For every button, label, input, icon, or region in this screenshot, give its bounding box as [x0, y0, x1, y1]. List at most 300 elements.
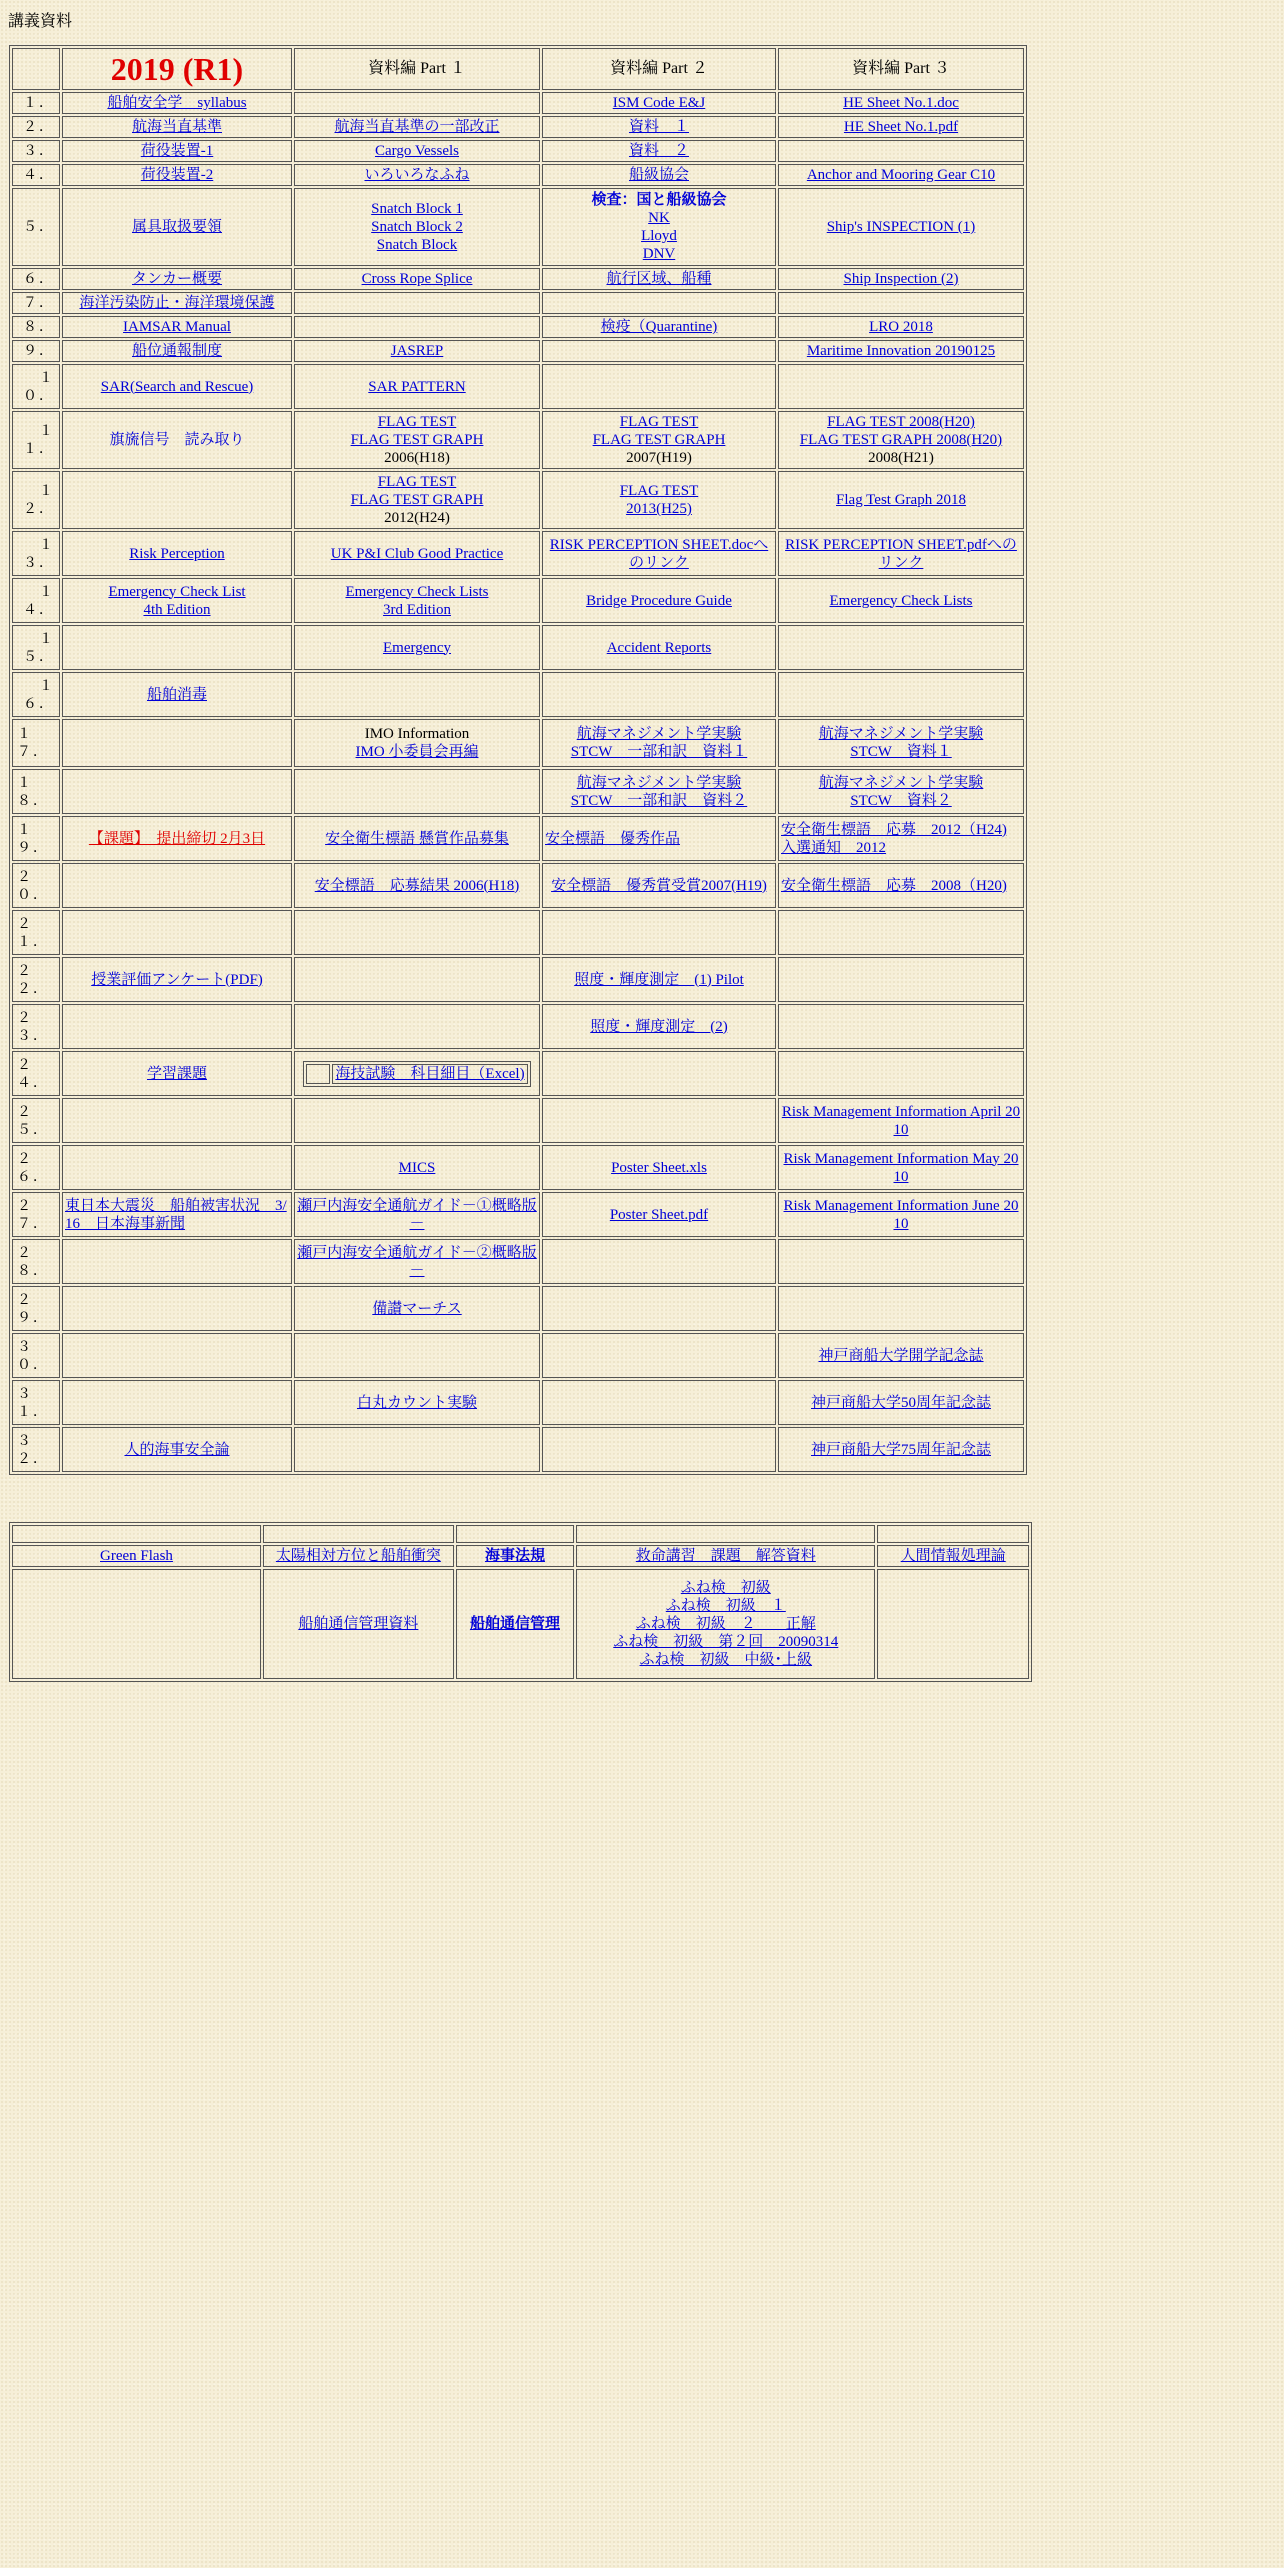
bottom-cell	[12, 1569, 261, 1679]
material-cell	[778, 316, 1024, 338]
row-number: ２８．	[12, 1239, 60, 1284]
material-cell	[542, 1051, 776, 1096]
material-link[interactable]: Snatch Block 2	[371, 219, 463, 235]
material-cell	[294, 1333, 540, 1378]
material-cell	[294, 1286, 540, 1331]
material-link[interactable]: FLAG TEST	[377, 414, 457, 430]
material-cell	[62, 1098, 292, 1143]
material-cell	[294, 719, 540, 767]
bottom-cell	[263, 1525, 454, 1543]
material-cell	[778, 1427, 1024, 1472]
material-cell	[778, 92, 1024, 114]
bottom-cell	[456, 1569, 574, 1679]
material-link[interactable]: Emergency	[382, 639, 452, 656]
material-row	[12, 471, 1024, 529]
row-number: ７．	[12, 292, 60, 314]
row-number: １１．	[12, 411, 60, 469]
material-link[interactable]: Emergency Check List	[108, 583, 246, 600]
material-row	[12, 411, 1024, 469]
material-cell	[542, 188, 776, 266]
year-heading	[62, 48, 292, 90]
material-link[interactable]: Risk Perception	[129, 545, 225, 562]
human-info-processing-link[interactable]: 人間情報処理論	[900, 1548, 1006, 1564]
material-link[interactable]: 瀬戸内海安全通航ガイド－①概略版－	[297, 1197, 537, 1232]
row-number: １７．	[12, 719, 60, 767]
material-cell	[294, 1098, 540, 1143]
material-link[interactable]: FLAG TEST GRAPH 2008(H20)	[799, 432, 1003, 448]
material-link[interactable]: 安全標語 応募結果 2006(H18)	[314, 877, 520, 894]
bottom-cell	[456, 1525, 574, 1543]
material-link[interactable]: IMO 小委員会再編	[355, 744, 479, 760]
material-cell	[62, 1004, 292, 1049]
material-link[interactable]: Snatch Block	[376, 237, 458, 253]
material-link[interactable]: SAR(Search and Rescue)	[100, 378, 254, 395]
material-cell	[294, 578, 540, 623]
material-cell	[62, 268, 292, 290]
year-note: 2007(H19)	[626, 450, 692, 466]
material-cell	[62, 1286, 292, 1331]
ship-comm-management-link[interactable]: 船舶通信管理	[469, 1616, 560, 1632]
material-cell	[62, 411, 292, 469]
material-cell	[542, 719, 776, 767]
ship-comm-materials-link[interactable]: 船舶通信管理資料	[298, 1616, 419, 1632]
material-cell	[542, 316, 776, 338]
material-cell	[778, 1098, 1024, 1143]
material-cell	[542, 863, 776, 908]
material-cell	[294, 164, 540, 186]
material-link[interactable]: 2013(H25)	[626, 501, 692, 517]
material-link[interactable]: 船舶消毒	[146, 686, 207, 703]
material-cell	[778, 1333, 1024, 1378]
material-cell	[62, 1333, 292, 1378]
material-link[interactable]: Ship Inspection (2)	[843, 271, 959, 287]
material-link[interactable]: Snatch Block 1	[371, 201, 463, 217]
material-cell	[778, 116, 1024, 138]
material-cell	[778, 910, 1024, 955]
material-link[interactable]: 安全標語 優秀作品	[545, 830, 681, 847]
material-cell	[542, 1427, 776, 1472]
material-cell	[294, 816, 540, 861]
material-cell	[294, 268, 540, 290]
material-cell	[542, 672, 776, 717]
year-note: 2008(H21)	[868, 450, 934, 466]
material-cell	[294, 292, 540, 314]
material-cell	[62, 1192, 292, 1237]
material-link[interactable]: STCW 資料１	[850, 744, 952, 760]
row-number: ３．	[12, 140, 60, 162]
material-cell	[62, 92, 292, 114]
material-link[interactable]: SAR PATTERN	[368, 378, 466, 395]
part2-heading: 資料編 Part ２	[542, 48, 776, 90]
material-link[interactable]: Anchor and Mooring Gear C10	[806, 167, 996, 183]
material-link[interactable]: FLAG TEST 2008(H20)	[827, 414, 975, 430]
material-cell	[294, 116, 540, 138]
material-cell	[542, 268, 776, 290]
material-cell	[294, 769, 540, 814]
fune-ken-link[interactable]: ふね検 初級 ２ 正解	[635, 1616, 816, 1632]
material-cell	[62, 1145, 292, 1190]
material-link[interactable]: 資料 １	[628, 119, 689, 135]
material-cell	[62, 1380, 292, 1425]
row-number: １２．	[12, 471, 60, 529]
material-link[interactable]: RISK PERCEPTION SHEET.pdfへのリンク	[785, 536, 1017, 571]
material-cell	[62, 140, 292, 162]
material-cell	[294, 316, 540, 338]
row-number: ２３．	[12, 1004, 60, 1049]
material-cell	[62, 340, 292, 362]
bottom-cell	[12, 1525, 261, 1543]
page-title: 講義資料	[8, 13, 73, 30]
material-link[interactable]: 人的海事安全論	[124, 1441, 230, 1458]
material-cell	[62, 316, 292, 338]
additional-materials-table	[9, 1522, 1032, 1682]
row-number: ２５．	[12, 1098, 60, 1143]
material-cell	[62, 625, 292, 670]
material-link[interactable]: Cross Rope Splice	[361, 271, 473, 287]
material-link[interactable]: FLAG TEST GRAPH	[350, 492, 484, 508]
material-cell	[542, 1192, 776, 1237]
material-link[interactable]: 航行区域、船種	[606, 271, 712, 287]
material-link[interactable]: 授業評価アンケート(PDF)	[91, 971, 263, 988]
material-row	[12, 140, 1024, 162]
row-number: １３．	[12, 531, 60, 576]
material-cell	[542, 164, 776, 186]
material-row	[12, 1051, 1024, 1096]
row-number: １０．	[12, 364, 60, 409]
material-cell	[294, 863, 540, 908]
material-cell	[294, 411, 540, 469]
material-cell	[778, 340, 1024, 362]
material-cell	[62, 719, 292, 767]
year-note: 2012(H24)	[384, 510, 450, 526]
material-row	[12, 1380, 1024, 1425]
row-number: ２０．	[12, 863, 60, 908]
material-link[interactable]: HE Sheet No.1.doc	[843, 95, 959, 111]
bottom-cell	[456, 1545, 574, 1567]
material-link[interactable]: 白丸カウント実験	[356, 1394, 477, 1411]
material-link[interactable]: 安全衛生標語 懸賞作品募集	[325, 830, 509, 847]
material-cell	[778, 719, 1024, 767]
material-link[interactable]: 荷役装置-2	[140, 167, 214, 183]
material-link[interactable]: Risk Management Information May 2010	[783, 1150, 1019, 1185]
nested-row	[306, 1064, 527, 1084]
material-link[interactable]: Poster Sheet.xls	[611, 1159, 707, 1176]
material-row	[12, 719, 1024, 767]
material-cell	[778, 1004, 1024, 1049]
material-cell	[62, 1427, 292, 1472]
material-link[interactable]: MICS	[398, 1159, 436, 1176]
bottom-cell	[12, 1545, 261, 1567]
bottom-cell	[576, 1545, 875, 1567]
material-cell	[778, 188, 1024, 266]
row-number: ２２．	[12, 957, 60, 1002]
row-number: １９．	[12, 816, 60, 861]
material-row	[12, 625, 1024, 670]
material-cell	[542, 340, 776, 362]
material-cell	[62, 292, 292, 314]
material-link[interactable]: Flag Test Graph 2018	[836, 492, 966, 508]
material-link[interactable]: Cargo Vessels	[374, 143, 460, 159]
material-cell	[294, 1145, 540, 1190]
material-cell	[542, 364, 776, 409]
material-link[interactable]: 航海マネジメント学実験	[576, 774, 742, 791]
material-cell	[294, 188, 540, 266]
row-number: ３２．	[12, 1427, 60, 1472]
material-row	[12, 92, 1024, 114]
material-link[interactable]: タンカー概要	[131, 271, 222, 287]
material-cell	[778, 625, 1024, 670]
material-row	[12, 188, 1024, 266]
material-link[interactable]: 神戸商船大学50周年記念誌	[810, 1394, 991, 1411]
material-cell	[62, 471, 292, 529]
fune-ken-link[interactable]: ふね検 初級 中級･上級	[639, 1652, 813, 1668]
row-number: １６．	[12, 672, 60, 717]
material-link[interactable]: Risk Management Information June 2010	[783, 1197, 1019, 1232]
material-link[interactable]: いろいろなふね	[364, 167, 470, 183]
material-link[interactable]: STCW 資料２	[850, 792, 952, 809]
material-link[interactable]: DNV	[642, 246, 676, 262]
material-cell	[542, 411, 776, 469]
material-cell	[778, 863, 1024, 908]
material-row	[12, 1286, 1024, 1331]
material-cell	[62, 672, 292, 717]
material-link[interactable]: FLAG TEST GRAPH	[350, 432, 484, 448]
row-number: ２１．	[12, 910, 60, 955]
material-cell	[778, 769, 1024, 814]
material-cell	[542, 1145, 776, 1190]
material-link[interactable]: 照度・輝度測定 (1) Pilot	[574, 971, 744, 988]
material-cell	[542, 1004, 776, 1049]
material-cell	[62, 816, 292, 861]
material-cell	[62, 863, 292, 908]
material-cell	[294, 1192, 540, 1237]
material-cell	[542, 578, 776, 623]
material-link[interactable]: Bridge Procedure Guide	[586, 592, 732, 609]
material-link[interactable]: NK	[648, 210, 670, 226]
material-cell	[778, 292, 1024, 314]
bottom-cell	[263, 1569, 454, 1679]
material-cell	[778, 1145, 1024, 1190]
lifesaving-course-link[interactable]: 救命講習 課題 解答資料	[635, 1548, 816, 1564]
material-link[interactable]: 航海当直基準	[131, 119, 222, 135]
row-number: ８．	[12, 316, 60, 338]
material-cell	[294, 1239, 540, 1284]
material-link[interactable]: 航海マネジメント学実験	[818, 726, 984, 742]
material-cell	[778, 471, 1024, 529]
material-link[interactable]: Ship's INSPECTION (1)	[826, 219, 976, 235]
material-cell	[294, 364, 540, 409]
material-cell	[294, 1004, 540, 1049]
material-link[interactable]: 属具取扱要領	[131, 219, 222, 235]
material-cell	[542, 1098, 776, 1143]
material-cell	[542, 1286, 776, 1331]
material-cell	[778, 411, 1024, 469]
material-cell	[62, 769, 292, 814]
material-link[interactable]: 備讃マーチス	[372, 1300, 462, 1317]
row-number: ２９．	[12, 1286, 60, 1331]
material-row	[12, 863, 1024, 908]
material-link[interactable]: FLAG TEST	[377, 474, 457, 490]
material-cell	[542, 1333, 776, 1378]
material-row	[12, 1098, 1024, 1143]
material-link[interactable]: 安全衛生標語 応募 2008（H20)	[781, 877, 1007, 894]
material-cell	[542, 116, 776, 138]
bottom-cell	[576, 1569, 875, 1679]
material-row	[12, 957, 1024, 1002]
material-cell	[294, 1051, 540, 1096]
material-link[interactable]: 瀬戸内海安全通航ガイド－②概略版－	[297, 1244, 537, 1279]
material-cell	[62, 164, 292, 186]
material-cell	[294, 140, 540, 162]
material-link[interactable]: 安全衛生標語 応募 2012（H24)入選通知 2012	[781, 821, 1007, 856]
bottom-cell	[576, 1525, 875, 1543]
material-link[interactable]: Accident Reports	[606, 639, 712, 656]
material-cell	[542, 292, 776, 314]
material-row	[12, 1239, 1024, 1284]
row-number: １８．	[12, 769, 60, 814]
bottom-cell	[877, 1545, 1029, 1567]
material-link[interactable]: 3rd Edition	[383, 601, 451, 618]
material-link[interactable]: 4th Edition	[143, 601, 211, 618]
material-link[interactable]: Emergency Check Lists	[345, 583, 489, 600]
material-link[interactable]: Maritime Innovation 20190125	[806, 343, 996, 359]
cell-heading: 検査：国と船級協会	[591, 192, 727, 208]
row-number: ３０．	[12, 1333, 60, 1378]
material-link[interactable]: 航海マネジメント学実験	[576, 726, 742, 742]
part3-heading: 資料編 Part ３	[778, 48, 1024, 90]
material-link[interactable]: 【課題】 提出締切 2月3日	[88, 830, 266, 847]
material-cell	[778, 672, 1024, 717]
material-link[interactable]: STCW 一部和訳 資料２	[570, 792, 748, 809]
material-cell	[778, 268, 1024, 290]
material-cell	[542, 531, 776, 576]
material-link[interactable]: Risk Management Information April 2010	[781, 1103, 1021, 1138]
material-link[interactable]: 海技試験 科目細目（Excel)	[335, 1065, 525, 1082]
material-link[interactable]: 東日本大震災 船舶被害状況 3/16 日本海事新聞	[65, 1197, 287, 1232]
row-number: １４．	[12, 578, 60, 623]
material-link[interactable]: 荷役装置-1	[140, 143, 214, 159]
material-link[interactable]: RISK PERCEPTION SHEET.docへのリンク	[549, 536, 769, 571]
row-number: １５．	[12, 625, 60, 670]
material-row	[12, 769, 1024, 814]
material-cell	[778, 957, 1024, 1002]
material-link[interactable]: STCW 一部和訳 資料１	[570, 744, 748, 760]
row-number: ２７．	[12, 1192, 60, 1237]
fune-ken-link[interactable]: ふね検 初級 １	[665, 1598, 786, 1614]
row-number: ５．	[12, 188, 60, 266]
material-link[interactable]: FLAG TEST	[619, 483, 699, 499]
material-row	[12, 116, 1024, 138]
maritime-law-link[interactable]: 海事法規	[484, 1548, 545, 1564]
material-cell	[778, 531, 1024, 576]
material-link[interactable]: HE Sheet No.1.pdf	[843, 119, 959, 135]
material-cell	[542, 816, 776, 861]
material-row	[12, 578, 1024, 623]
material-row	[12, 1192, 1024, 1237]
material-cell	[542, 957, 776, 1002]
row-number: ９．	[12, 340, 60, 362]
material-cell	[778, 140, 1024, 162]
material-cell	[778, 364, 1024, 409]
nested-empty-cell	[306, 1064, 330, 1084]
bottom-row-empty	[12, 1525, 1029, 1543]
green-flash-link[interactable]: Green Flash	[100, 1548, 173, 1564]
nested-link-cell	[332, 1064, 527, 1084]
material-link[interactable]: 安全標語 優秀賞受賞2007(H19)	[551, 877, 767, 894]
fune-ken-link[interactable]: ふね検 初級	[680, 1580, 771, 1596]
sun-bearing-collision-link[interactable]: 太陽相対方位と船舶衝突	[275, 1548, 441, 1564]
material-link[interactable]: 海洋汚染防止・海洋環境保護	[79, 295, 275, 311]
row-number: ２．	[12, 116, 60, 138]
material-link[interactable]: ISM Code E&J	[612, 95, 706, 111]
material-link[interactable]: 神戸商船大学75周年記念誌	[810, 1441, 991, 1458]
material-link[interactable]: 神戸商船大学開学記念誌	[818, 1347, 984, 1364]
row-number: ６．	[12, 268, 60, 290]
bottom-row-links	[12, 1545, 1029, 1567]
material-link[interactable]: 航海当直基準の一部改正	[334, 119, 500, 135]
material-link[interactable]: 船級協会	[628, 167, 689, 183]
material-cell	[62, 578, 292, 623]
material-link[interactable]: Emergency Check Lists	[829, 592, 973, 609]
row-number: ２６．	[12, 1145, 60, 1190]
material-cell	[542, 625, 776, 670]
fune-ken-link[interactable]: ふね検 初級 第２回 20090314	[613, 1634, 839, 1650]
material-link[interactable]: 船位通報制度	[131, 343, 222, 359]
material-row	[12, 364, 1024, 409]
material-link[interactable]: 学習課題	[146, 1065, 207, 1082]
material-cell	[778, 1380, 1024, 1425]
material-cell	[62, 1239, 292, 1284]
material-link[interactable]: JASREP	[390, 343, 444, 359]
material-cell	[778, 1051, 1024, 1096]
material-row	[12, 1145, 1024, 1190]
material-cell	[778, 578, 1024, 623]
material-cell	[778, 1239, 1024, 1284]
material-link[interactable]: FLAG TEST GRAPH	[592, 432, 726, 448]
bottom-row-communication	[12, 1569, 1029, 1679]
header-corner-cell	[12, 48, 60, 90]
material-cell	[778, 164, 1024, 186]
material-link[interactable]: LRO 2018	[869, 319, 933, 335]
material-row	[12, 164, 1024, 186]
material-cell	[778, 816, 1024, 861]
nested-table	[303, 1061, 530, 1087]
material-link[interactable]: 資料 ２	[628, 143, 689, 159]
material-row	[12, 1333, 1024, 1378]
material-link[interactable]: 航海マネジメント学実験	[818, 774, 984, 791]
material-cell	[294, 92, 540, 114]
material-cell	[294, 1380, 540, 1425]
material-link[interactable]: UK P&I Club Good Practice	[330, 545, 504, 562]
material-cell	[542, 471, 776, 529]
header-row	[12, 48, 1024, 90]
material-link[interactable]: 照度・輝度測定 (2)	[590, 1018, 728, 1035]
year-note: 2006(H18)	[384, 450, 450, 466]
material-cell	[62, 116, 292, 138]
material-link[interactable]: 検疫（Quarantine)	[600, 319, 718, 335]
material-link[interactable]: 船舶安全学 syllabus	[107, 95, 247, 111]
material-row	[12, 531, 1024, 576]
year-title: 2019 (R1)	[110, 51, 244, 87]
bottom-cell	[263, 1545, 454, 1567]
material-cell	[62, 188, 292, 266]
material-link[interactable]: Lloyd	[641, 228, 677, 244]
material-link[interactable]: FLAG TEST	[619, 414, 699, 430]
material-row	[12, 672, 1024, 717]
material-cell	[294, 340, 540, 362]
material-link[interactable]: IAMSAR Manual	[123, 319, 231, 335]
material-link[interactable]: Poster Sheet.pdf	[609, 1206, 709, 1223]
